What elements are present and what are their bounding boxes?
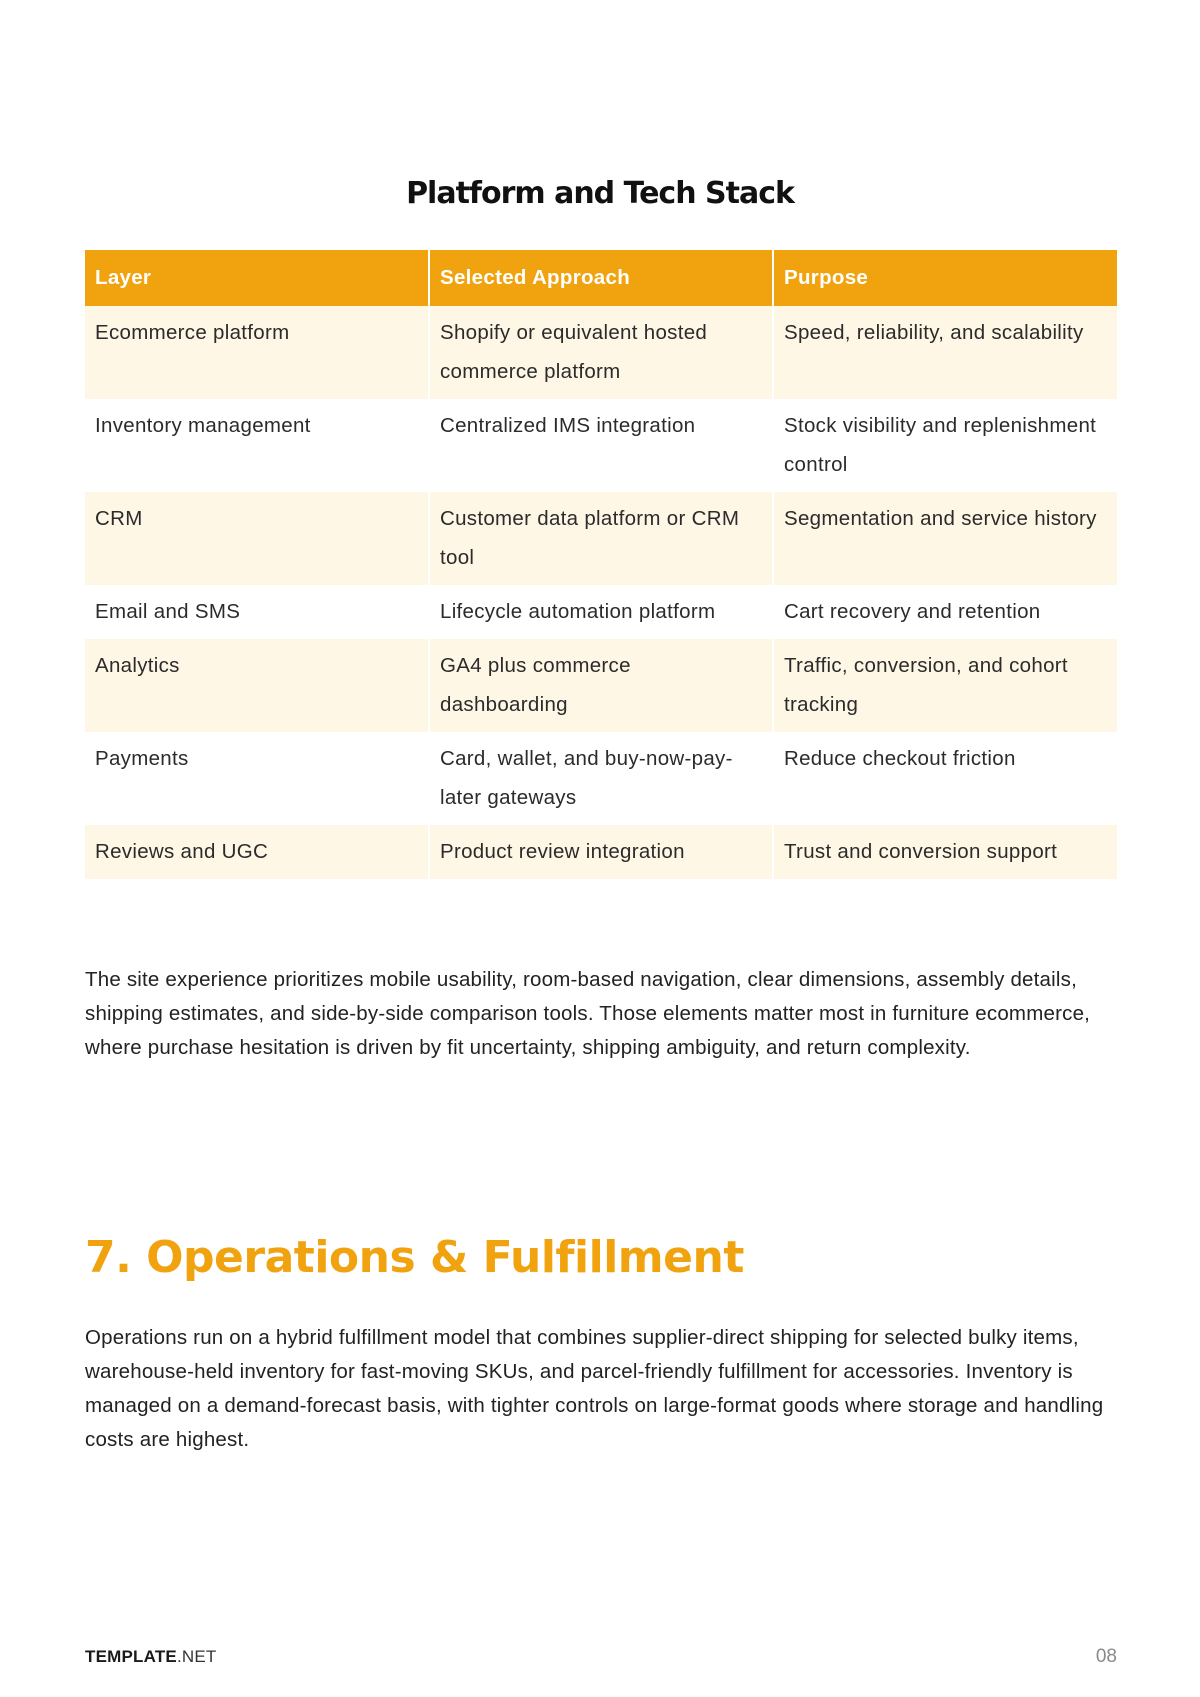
operations-paragraph: Operations run on a hybrid fulfillment model that combines supplier-direct shipping for selected bulky items, warehouse-held inventory for fast-moving SKUs, and parcel-friendly fulfillment for accessories. Inventory is managed on a demand-forecast basis, with tighter controls on large-format goods where storage and handling costs are highest. (85, 1326, 1104, 1451)
table-cell-purpose: Stock visibility and replenishment control (773, 399, 1117, 492)
table-cell-purpose: Cart recovery and retention (773, 585, 1117, 639)
table-cell-layer: Analytics (85, 639, 429, 732)
logo-text-light: .NET (176, 1647, 217, 1666)
table-cell-purpose: Trust and conversion support (773, 825, 1117, 879)
table-title: Platform and Tech Stack (406, 176, 794, 211)
table-cell-purpose: Traffic, conversion, and cohort tracking (773, 639, 1117, 732)
site-experience-paragraph: The site experience prioritizes mobile usability, room-based navigation, clear dimensions, assembly details, shipping estimates, and side-by-side comparison tools. Those elements matter most in furniture ecommerce, where purchase hesitation is driven by fit uncertainty, shipping ambiguity, and return complexity. (85, 968, 1091, 1059)
table-cell-layer: Inventory management (85, 399, 429, 492)
table-cell-layer: CRM (85, 492, 429, 585)
table-cell-approach: Lifecycle automation platform (429, 585, 773, 639)
table-row (85, 306, 1117, 399)
column-header-purpose: Purpose (773, 250, 1117, 306)
column-header-layer: Layer (85, 250, 429, 306)
table-row (85, 825, 1117, 879)
table-cell-layer: Payments (85, 732, 429, 825)
table-cell-approach: Product review integration (429, 825, 773, 879)
table-row (85, 492, 1117, 585)
table-cell-layer: Ecommerce platform (85, 306, 429, 399)
page-number: 08 (1095, 1646, 1117, 1667)
table-row (85, 585, 1117, 639)
table-cell-approach: GA4 plus commerce dashboarding (429, 639, 773, 732)
table-cell-layer: Reviews and UGC (85, 825, 429, 879)
table-cell-purpose: Segmentation and service history (773, 492, 1117, 585)
section-heading: 7. Operations & Fulfillment (85, 1232, 744, 1283)
table-row (85, 639, 1117, 732)
table-cell-approach: Card, wallet, and buy-now-pay-later gateways (429, 732, 773, 825)
footer-logo (85, 1647, 216, 1667)
table-cell-layer: Email and SMS (85, 585, 429, 639)
column-header-approach: Selected Approach (429, 250, 773, 306)
table-row (85, 732, 1117, 825)
table-cell-purpose: Speed, reliability, and scalability (773, 306, 1117, 399)
table-row (85, 399, 1117, 492)
table-cell-approach: Customer data platform or CRM tool (429, 492, 773, 585)
table-cell-approach: Centralized IMS integration (429, 399, 773, 492)
table-cell-purpose: Reduce checkout friction (773, 732, 1117, 825)
table-cell-approach: Shopify or equivalent hosted commerce platform (429, 306, 773, 399)
logo-text-strong: TEMPLATE (85, 1647, 177, 1666)
tech-stack-table (85, 250, 1117, 879)
table-header-row (85, 250, 1117, 306)
